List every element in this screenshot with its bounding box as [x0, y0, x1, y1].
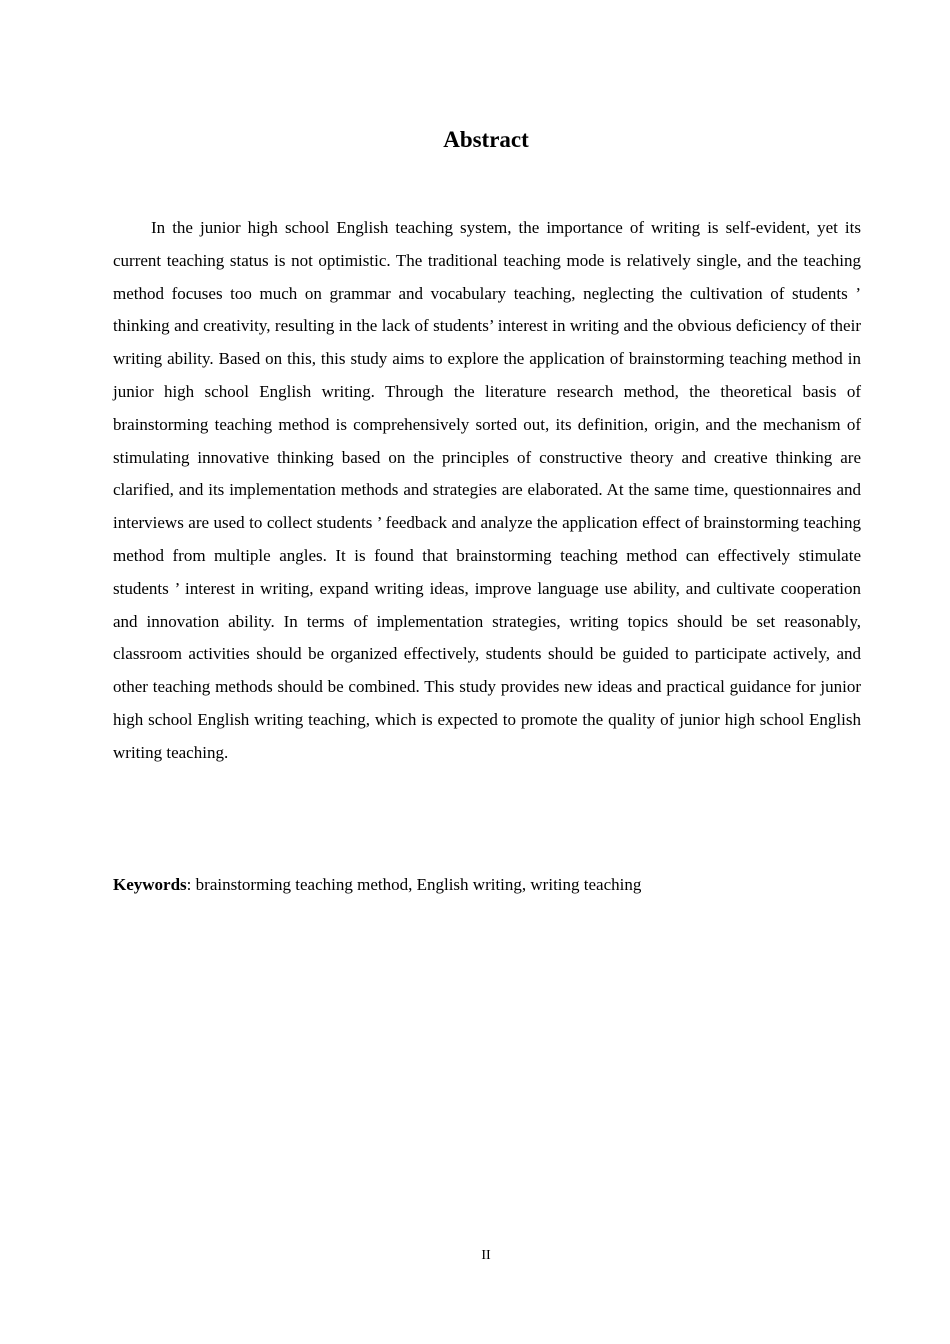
keywords-label: Keywords: [113, 875, 187, 894]
keywords-text: brainstorming teaching method, English writing, writing teaching: [195, 875, 642, 894]
page-title: Abstract: [443, 127, 529, 152]
page-number: II: [481, 1248, 491, 1263]
keywords-line: [113, 869, 861, 901]
keywords-separator: :: [186, 875, 196, 894]
abstract-paragraph: In the junior high school English teaching system, the importance of writing is self-evident, yet its current teaching status is not optimistic. The traditional teaching mode is relatively single, and the teaching method focuses too much on grammar and vocabulary teaching, neglecting the cultivation of students ’ thinking and creativity, resulting in the lack of students’ interest in writing and the obvious deficiency of their writing ability. Based on this, this study aims to explore the application of brainstorming teaching method in junior high school English writing. Through the literature research method, the theoretical basis of brainstorming teaching method is comprehensively sorted out, its definition, origin, and the mechanism of stimulating innovative thinking based on the principles of constructive theory and creative thinking are clarified, and its implementation methods and strategies are elaborated. At the same time, questionnaires and interviews are used to collect students ’ feedback and analyze the application effect of brainstorming teaching method from multiple angles. It is found that brainstorming teaching method can effectively stimulate students ’ interest in writing, expand writing ideas, improve language use ability, and cultivate cooperation and innovation ability. In terms of implementation strategies, writing topics should be set reasonably, classroom activities should be organized effectively, students should be guided to participate actively, and other teaching methods should be combined. This study provides new ideas and practical guidance for junior high school English writing teaching, which is expected to promote the quality of junior high school English writing teaching.: [113, 218, 861, 762]
